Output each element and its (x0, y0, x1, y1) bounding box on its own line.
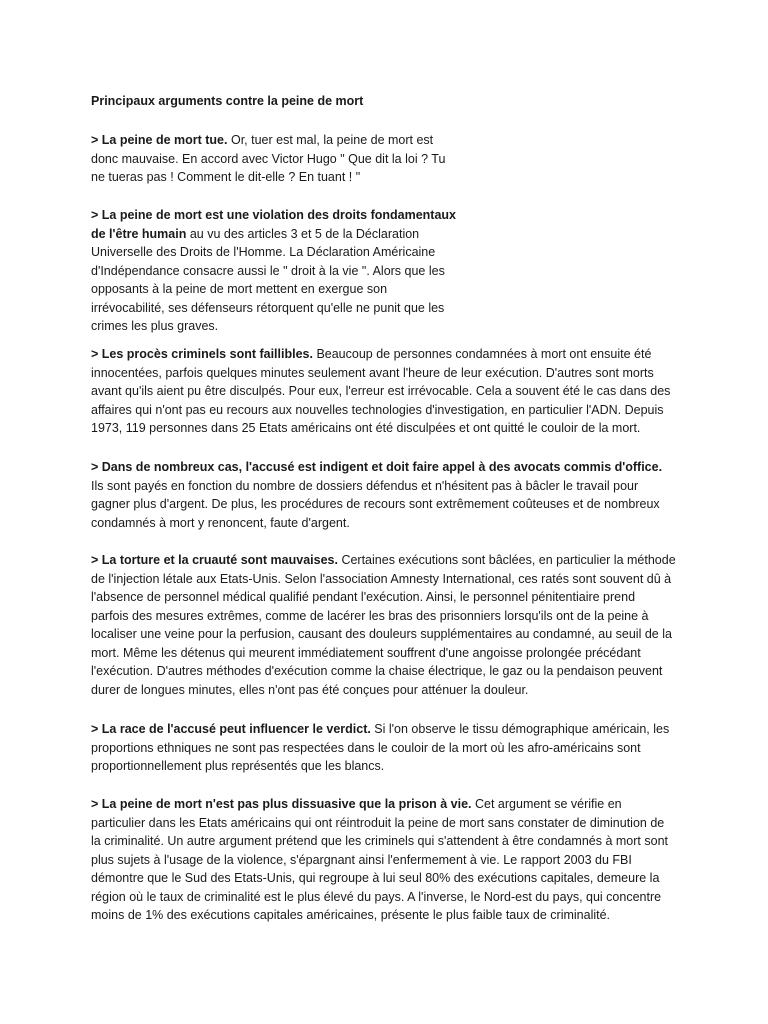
argument-lead: > La race de l'accusé peut influencer le verdict. (91, 722, 371, 736)
argument-paragraph (91, 720, 676, 776)
argument-paragraph (91, 458, 676, 532)
argument-lead: > La peine de mort est une violation des droits fondamentaux de l'être humain (91, 208, 456, 241)
argument-paragraph (91, 795, 676, 925)
argument-paragraph (91, 551, 676, 699)
document-title: Principaux arguments contre la peine de mort (91, 94, 364, 108)
argument-body: au vu des articles 3 et 5 de la Déclaration Universelle des Droits de l'Homme. La Déclaration Américaine d'Indépendance consacre aussi le " droit à la vie ". Alors que les opposants à la peine de mort mettent en exergue son irrévocabilité, ses défenseurs rétorquent qu'elle ne punit que les crimes les plus graves. (91, 226, 445, 333)
argument-body: Or, tuer est mal, la peine de mort est donc mauvaise. En accord avec Victor Hugo " Que dit la loi ? Tu ne tueras pas ! Comment le dit-elle ? En tuant ! " (91, 133, 446, 184)
argument-body: Si l'on observe le tissu démographique américain, les proportions ethniques ne sont pas respectées dans le couloir de la mort où les afro-américains sont proportionnellement plus représentés que les blancs. (91, 722, 670, 773)
argument-paragraph (91, 345, 676, 438)
argument-lead: > La peine de mort n'est pas plus dissuasive que la prison à vie. (91, 797, 472, 811)
argument-lead: > Dans de nombreux cas, l'accusé est indigent et doit faire appel à des avocats commis d'office. (91, 460, 663, 474)
argument-lead: > La torture et la cruauté sont mauvaises. (91, 553, 338, 567)
argument-body: Ils sont payés en fonction du nombre de dossiers défendus et n'hésitent pas à bâcler le travail pour gagner plus d'argent. De plus, les procédures de recours sont extrêmement coûteuses et de nombreux condamnés à mort y renoncent, faute d'argent. (91, 478, 660, 530)
argument-body: Beaucoup de personnes condamnées à mort ont ensuite été innocentées, parfois quelques minutes seulement avant l'heure de leur exécution. D'autres sont morts avant qu'ils aient pu être disculpés. Pour eux, l'erreur est irrévocable. Cela a souvent été le cas dans des affaires qui n'ont pas eu recours aux nouvelles technologies d'investigation, en particulier l'ADN. Depuis 1973, 119 personnes dans 25 Etats américains ont été disculpées et ont quitté le couloir de la mort. (91, 347, 671, 435)
argument-paragraph (91, 206, 456, 336)
argument-lead: > La peine de mort tue. (91, 133, 228, 147)
argument-paragraph (91, 131, 456, 187)
argument-lead: > Les procès criminels sont faillibles. (91, 347, 313, 361)
argument-body: Certaines exécutions sont bâclées, en particulier la méthode de l'injection létale aux Etats-Unis. Selon l'association Amnesty International, ces ratés sont souvent dû à l'absence de personnel médical qualifié pendant l'exécution. Ainsi, le personnel pénitentiaire prend parfois des mesures extrêmes, comme de lacérer les bras des prisonniers lorsqu'ils ont de la peine à localiser une veine pour la perfusion, causant des douleurs supplémentaires au condamné, au seuil de la mort. Même les détenus qui meurent immédiatement souffrent d'une angoisse prolongée précédant l'exécution. D'autres méthodes d'exécution comme la chaise électrique, le gaz ou la pendaison peuvent durer de longues minutes, elles n'ont pas été conçues pour atténuer la douleur. (91, 553, 676, 697)
argument-body: Cet argument se vérifie en particulier dans les Etats américains qui ont réintroduit la peine de mort sans constater de diminution de la criminalité. Un autre argument prétend que les criminels qui s'attendent à être condamnés à mort sont plus sujets à l'usage de la violence, s'épargnant ainsi l'enfermement à vie. Le rapport 2003 du FBI démontre que le Sud des Etats-Unis, qui regroupe à lui seul 80% des exécutions capitales, demeure la région où le taux de criminalité est le plus élevé du pays. A l'inverse, le Nord-est du pays, qui concentre moins de 1% des exécutions capitales américaines, présente le plus faible taux de criminalité. (91, 797, 668, 922)
